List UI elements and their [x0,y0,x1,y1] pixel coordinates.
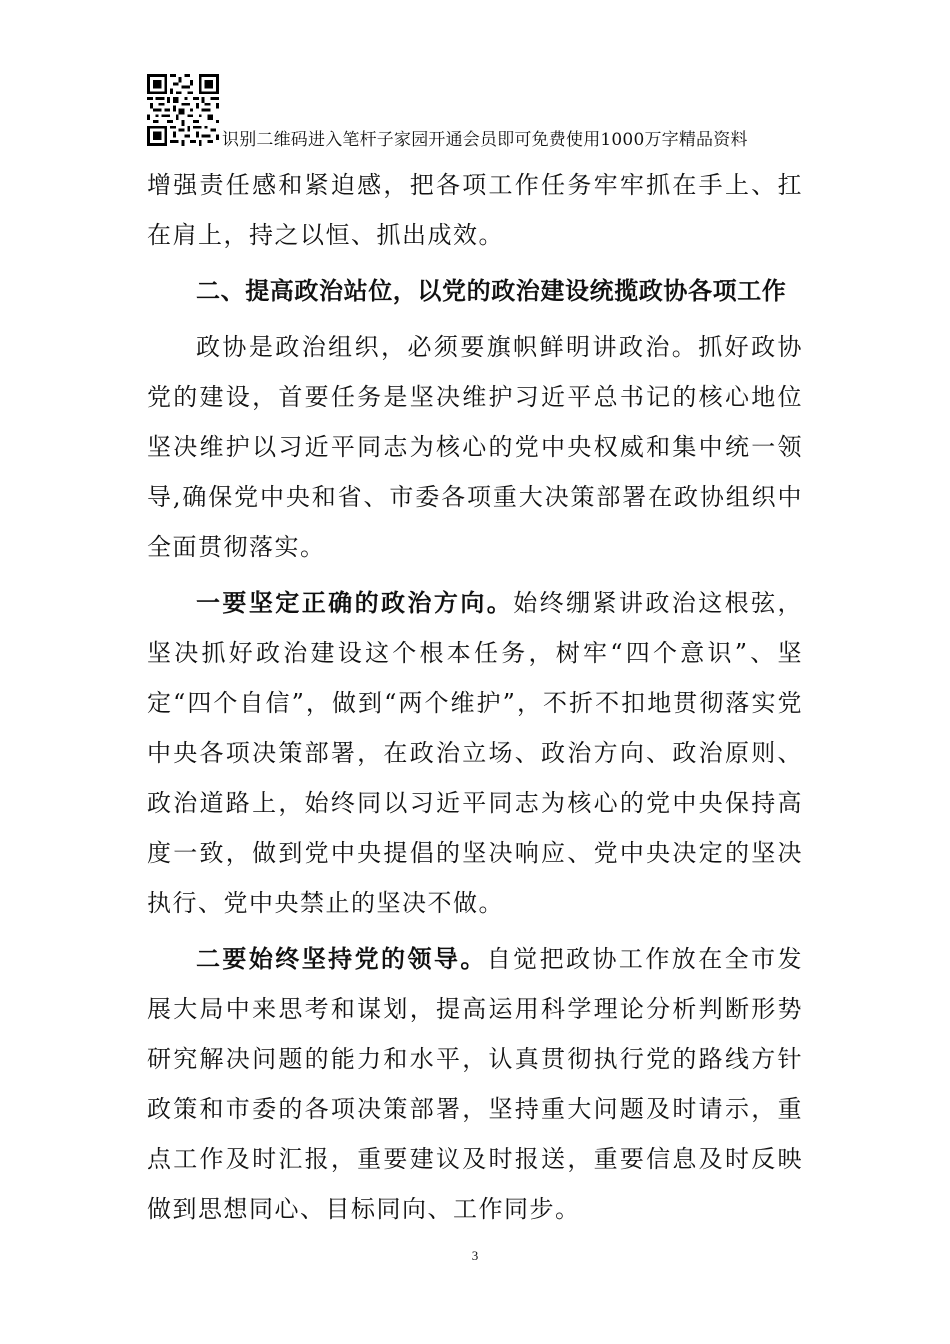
paragraph-intro: 政协是政治组织，必须要旗帜鲜明讲政治。抓好政协党的建设，首要任务是坚决维护习近平总书记的核心地位坚决维护以习近平同志为核心的党中央权威和集中统一领导,确保党中央和省、市委各项重大决策部署在政协组织中全面贯彻落实。 [147,333,803,561]
page-number: 3 [471,1248,479,1263]
paragraph-point-1 [147,578,803,928]
paragraph-point-2 [147,934,803,1234]
qr-code-image [147,74,219,146]
point-2-text: 自觉把政协工作放在全市发展大局中来思考和谋划，提高运用科学理论分析判断形势研究解决问题的能力和水平，认真贯彻执行党的路线方针政策和市委的各项决策部署，坚持重大问题及时请示，重点工作及时汇报，重要建议及时报送，重要信息及时反映做到思想同心、目标同向、工作同步。 [147,945,803,1223]
point-1-text: 始终绷紧讲政治这根弦，坚决抓好政治建设这个根本任务，树牢“四个意识”、坚定“四个自信”，做到“两个维护”，不折不扣地贯彻落实党中央各项决策部署，在政治立场、政治方向、政治原则、政治道路上，始终同以习近平同志为核心的党中央保持高度一致，做到党中央提倡的坚决响应、党中央决定的坚决执行、党中央禁止的坚决不做。 [147,589,804,917]
point-1-lead: 一要坚定正确的政治方向。 [196,588,514,617]
point-2-lead: 二要始终坚持党的领导。 [196,944,487,973]
qr-promo-caption: 识别二维码进入笔杆子家园开通会员即可免费使用1000万字精品资料 [222,130,748,150]
section-heading-2: 二、提高政治站位，以党的政治建设统揽政协各项工作 [196,276,787,305]
document-body [147,160,803,1240]
paragraph-continuation: 增强责任感和紧迫感，把各项工作任务牢牢抓在手上、扛在肩上，持之以恒、抓出成效。 [147,171,803,249]
